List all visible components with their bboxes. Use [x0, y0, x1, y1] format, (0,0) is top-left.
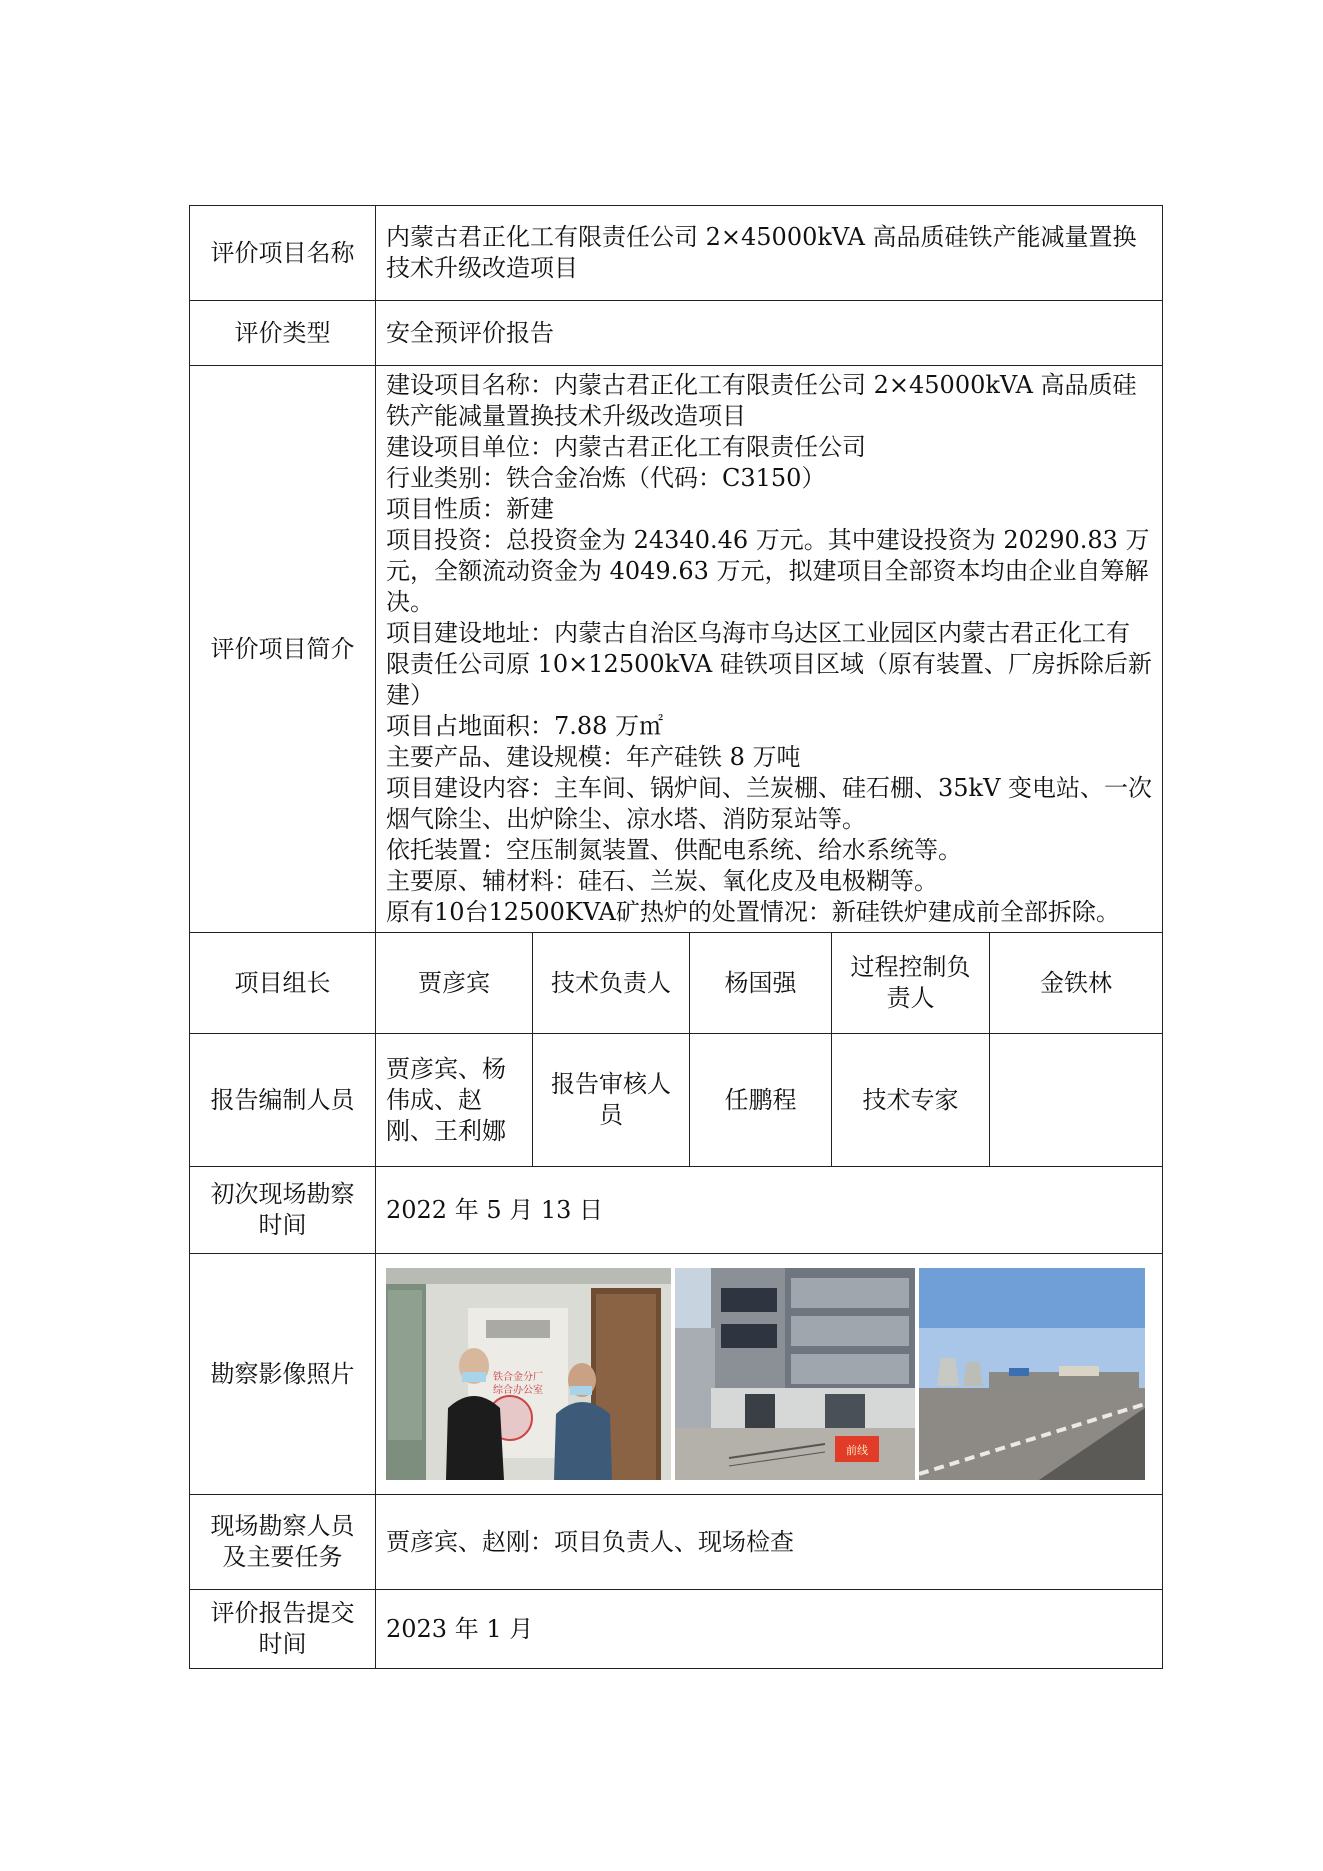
survey-date-value: 2022 年 5 月 13 日	[376, 1167, 1163, 1254]
reviewer-value: 任鹏程	[690, 1034, 832, 1167]
submit-date-label: 评价报告提交时间	[190, 1590, 376, 1669]
editors-label: 报告编制人员	[190, 1034, 376, 1167]
tech-lead-value: 杨国强	[690, 933, 832, 1034]
row-project-name	[190, 206, 1163, 301]
brief-line: 行业类别：铁合金冶炼（代码：C3150）	[386, 464, 826, 492]
photo-sign-text: 综合办公室	[493, 1385, 543, 1396]
process-lead-value: 金铁林	[990, 933, 1163, 1034]
survey-staff-value: 贾彦宾、赵刚：项目负责人、现场检查	[376, 1495, 1163, 1590]
photo-sign-text: 铁合金分厂	[493, 1372, 543, 1383]
office-photo-illustration	[386, 1268, 671, 1480]
brief-line: 项目性质：新建	[386, 495, 554, 523]
row-eval-type	[190, 301, 1163, 366]
editors-value: 贾彦宾、杨伟成、赵刚、王利娜	[376, 1034, 533, 1167]
row-project-brief	[190, 366, 1163, 933]
building-photo-illustration	[675, 1268, 915, 1480]
leader-value: 贾彦宾	[376, 933, 533, 1034]
site-photo-illustration	[919, 1268, 1145, 1480]
brief-content	[376, 366, 1163, 933]
expert-value	[990, 1034, 1163, 1167]
row-survey-photos	[190, 1254, 1163, 1495]
row-report-editors	[190, 1034, 1163, 1167]
eval-type-value: 安全预评价报告	[376, 301, 1163, 366]
brief-line: 项目投资：总投资金为 24340.46 万元。其中建设投资为 20290.83 万元，全额流动资金为 4049.63 万元，拟建项目全部资本均由企业自筹解决。	[386, 526, 1150, 616]
leader-label: 项目组长	[190, 933, 376, 1034]
eval-type-label: 评价类型	[190, 301, 376, 366]
row-survey-staff	[190, 1495, 1163, 1590]
brief-line: 建设项目单位：内蒙古君正化工有限责任公司	[386, 433, 866, 461]
brief-line: 项目建设内容：主车间、锅炉间、兰炭棚、硅石棚、35kV 变电站、一次烟气除尘、出炉除尘、凉水塔、消防泵站等。	[386, 774, 1153, 833]
row-first-survey-date	[190, 1167, 1163, 1254]
evaluation-info-sheet	[189, 205, 1162, 1669]
reviewer-label: 报告审核人员	[533, 1034, 690, 1167]
photo-strip	[386, 1268, 1152, 1480]
brief-line: 项目占地面积：7.88 万㎡	[386, 712, 664, 740]
row-submit-date	[190, 1590, 1163, 1669]
brief-line: 建设项目名称：内蒙古君正化工有限责任公司 2×45000kVA 高品质硅铁产能减量置换技术升级改造项目	[386, 371, 1137, 430]
project-name-label: 评价项目名称	[190, 206, 376, 301]
brief-line: 项目建设地址：内蒙古自治区乌海市乌达区工业园区内蒙古君正化工有限责任公司原 10×12500kVA 硅铁项目区域（原有装置、厂房拆除后新建）	[386, 619, 1152, 709]
photo-sign-text: 前线	[846, 1444, 868, 1457]
project-name-value: 内蒙古君正化工有限责任公司 2×45000kVA 高品质硅铁产能减量置换技术升级改造项目	[376, 206, 1163, 301]
survey-date-label: 初次现场勘察时间	[190, 1167, 376, 1254]
photos-cell	[376, 1254, 1163, 1495]
photos-label: 勘察影像照片	[190, 1254, 376, 1495]
survey-photo-office	[386, 1268, 671, 1480]
evaluation-info-table	[189, 205, 1163, 1669]
submit-date-value: 2023 年 1 月	[376, 1590, 1163, 1669]
survey-staff-label: 现场勘察人员及主要任务	[190, 1495, 376, 1590]
brief-line: 原有10台12500KVA矿热炉的处置情况：新硅铁炉建成前全部拆除。	[386, 898, 1120, 926]
brief-label: 评价项目简介	[190, 366, 376, 933]
survey-photo-building	[675, 1268, 915, 1480]
process-lead-label: 过程控制负责人	[832, 933, 990, 1034]
survey-photo-site	[919, 1268, 1145, 1480]
row-project-leader	[190, 933, 1163, 1034]
brief-line: 主要原、辅材料：硅石、兰炭、氧化皮及电极糊等。	[386, 867, 938, 895]
expert-label: 技术专家	[832, 1034, 990, 1167]
brief-line: 依托装置：空压制氮装置、供配电系统、给水系统等。	[386, 836, 962, 864]
tech-lead-label: 技术负责人	[533, 933, 690, 1034]
brief-line: 主要产品、建设规模：年产硅铁 8 万吨	[386, 743, 801, 771]
